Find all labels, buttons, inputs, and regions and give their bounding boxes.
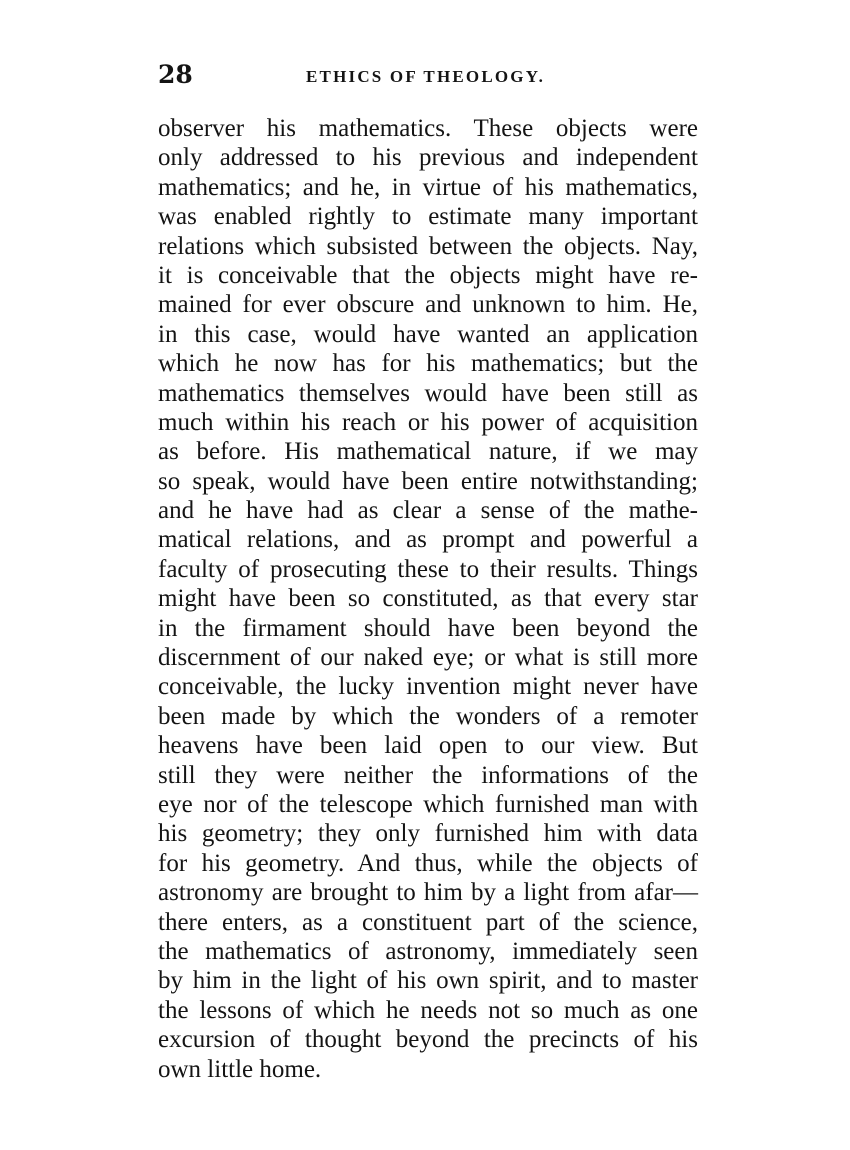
text-line: there enters, as a constituent part of the science, [158, 908, 698, 936]
text-line: and he have had as clear a sense of the mathe- [158, 497, 698, 525]
running-head [158, 58, 700, 92]
text-line: been made by which the wonders of a remoter [158, 702, 698, 730]
text-line: discernment of our naked eye; or what is still more [158, 644, 698, 672]
text-line: his geometry; they only furnished him with data [158, 820, 698, 848]
text-line: for his geometry. And thus, while the objects of [158, 849, 698, 877]
text-line: own little home. [158, 1055, 322, 1083]
text-line: still they were neither the informations of the [158, 761, 698, 789]
running-title: ETHICS OF THEOLOGY. [306, 67, 546, 86]
text-line: mained for ever obscure and unknown to him. He, [158, 291, 698, 319]
text-line: only addressed to his previous and independent [158, 144, 698, 172]
text-line: so speak, would have been entire notwithstanding; [158, 467, 698, 495]
text-line: relations which subsisted between the objects. Nay, [158, 232, 698, 260]
text-line: faculty of prosecuting these to their results. Things [158, 555, 698, 583]
text-line: the mathematics of astronomy, immediately seen [158, 937, 698, 965]
text-line: much within his reach or his power of acquisition [158, 408, 698, 436]
body-text [158, 114, 698, 1084]
text-line: which he now has for his mathematics; but the [158, 350, 698, 378]
text-line: in the firmament should have been beyond the [158, 614, 698, 642]
text-line: the lessons of which he needs not so much as one [158, 996, 698, 1024]
text-line: observer his mathematics. These objects were [158, 115, 698, 142]
text-line: as before. His mathematical nature, if we may [158, 438, 698, 466]
text-line: mathematics themselves would have been still as [158, 379, 698, 407]
text-line: excursion of thought beyond the precincts of his [158, 1026, 698, 1054]
page-number: 28 [158, 60, 193, 89]
text-line: it is conceivable that the objects might have re- [158, 261, 698, 289]
text-line: in this case, would have wanted an application [158, 320, 698, 348]
text-line: conceivable, the lucky invention might never have [158, 673, 698, 701]
text-line: mathematics; and he, in virtue of his mathematics, [158, 173, 698, 201]
text-line: by him in the light of his own spirit, and to master [158, 967, 698, 995]
text-line: matical relations, and as prompt and powerful a [158, 526, 698, 554]
text-line: eye nor of the telescope which furnished man with [158, 790, 698, 818]
text-line: might have been so constituted, as that every star [158, 585, 698, 613]
text-line: was enabled rightly to estimate many important [158, 203, 698, 231]
text-line: astronomy are brought to him by a light from afar— [158, 879, 698, 907]
text-line: heavens have been laid open to our view. But [158, 732, 698, 760]
